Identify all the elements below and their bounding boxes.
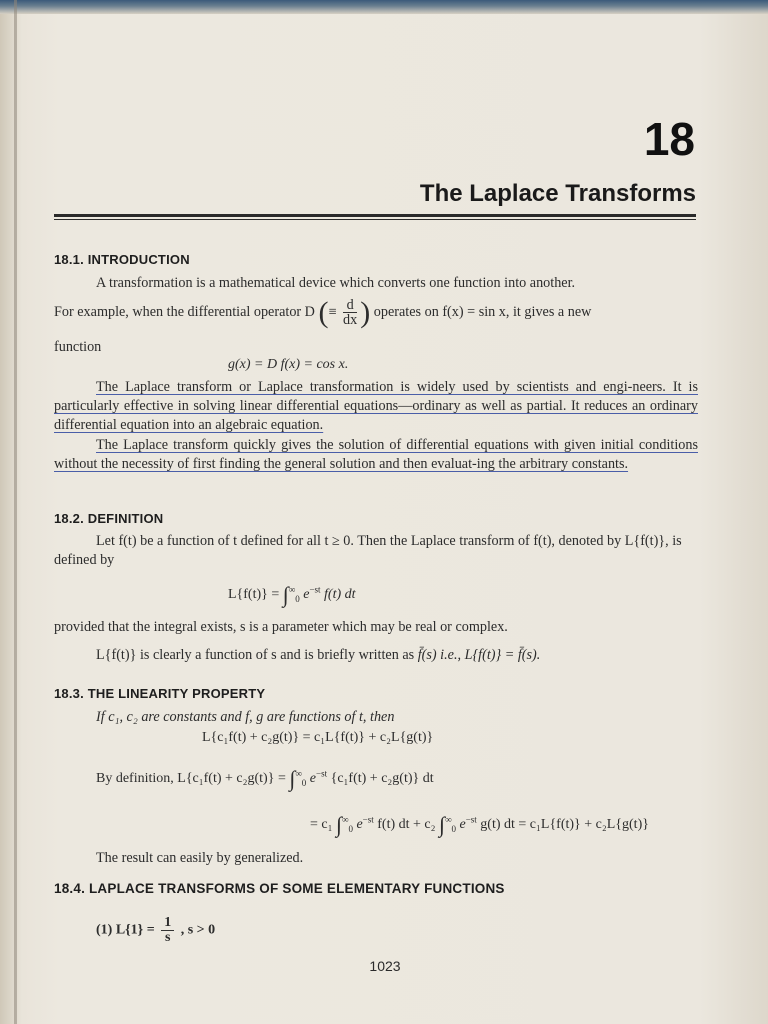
laplace-definition-equation: $L\{f(t)\} = \int^\infty_0$ $e^{-st}$ f(t) dt [228, 582, 356, 607]
book-spine-shadow [14, 0, 17, 1024]
linearity-conclusion: The result can easily by generalized. [96, 850, 304, 866]
definition-paragraph-2: provided that the integral exists, s is a parameter which may be real or complex. [54, 619, 508, 635]
definition-paragraph-3: L{f(t)} is clearly a function of s and is briefly written as f̄(s) i.e., L{f(t)} = f̄(s). [96, 647, 541, 663]
title-rule-thin [54, 219, 696, 220]
chapter-number: 18 [643, 113, 695, 165]
intro-p2-lead: For example, when the differential operator D [54, 303, 315, 320]
section-heading-elementary-functions: 18.4. LAPLACE TRANSFORMS OF SOME ELEMENTARY FUNCTIONS [54, 881, 505, 896]
intro-paragraph-1: A transformation is a mathematical device which converts one function into another. [96, 275, 576, 291]
integral-icon: ∫ [282, 582, 289, 607]
linearity-statement: If c₁, c₂ are constants and f, g are functions of t, then [96, 709, 395, 725]
intro-paragraph-2-end: function [54, 339, 102, 355]
linearity-definition-line: By definition, $L\{c_1f(t) + c_2g(t)\} = \int^\infty_0$ $e^{-st}$ {c₁f(t) + c₂g(t)} dt [96, 766, 434, 791]
equation-g-x: g(x) = D f(x) = cos x. [228, 357, 349, 372]
laplace-of-one: (1) L{1} = $\frac{1}{s}$ , s > 0 [96, 915, 216, 945]
linearity-equation: L{c₁f(t) + c₂g(t)} = c₁L{f(t)} + c₂L{g(t)} [202, 730, 434, 745]
equiv-symbol: ≡ [328, 303, 337, 320]
intro-p2-tail: operates on f(x) = sin x, it gives a new [373, 303, 592, 320]
intro-paragraph-4: The Laplace transform quickly gives the solution of differential equations with given initial conditions without the necessity of first finding the general solution and then evaluat-ing the arbitrary constants. [54, 437, 698, 472]
section-heading-linearity: 18.3. THE LINEARITY PROPERTY [54, 686, 266, 701]
page-number: 1023 [369, 958, 401, 974]
section-heading-definition: 18.2. DEFINITION [54, 511, 164, 526]
section-heading-introduction: 18.1. INTRODUCTION [54, 252, 190, 267]
intro-paragraph-2: For example, when the differential operator D (≡ $\frac{d}{dx}$ ) operates on f(x) = sin x, it gives a new [54, 296, 592, 329]
page-top-edge [0, 0, 768, 14]
intro-paragraph-3: The Laplace transform or Laplace transformation is widely used by scientists and engi-neers. It is particularly effective in solving linear differential equations—ordinary as well as partial. It reduces an ordinary differential equation into an algebraic equation. [54, 379, 698, 433]
linearity-expansion-line: = c₁ $\int^\infty_0$ $e^{-st}$ f(t) dt + c₂ $\int^\infty_0$ $e^{-st}$ g(t) dt = c₁L{f(t)} + c₂L{g(t)} [310, 812, 649, 837]
d-dx-fraction: $\frac{d}{dx}$ [343, 297, 358, 328]
chapter-title: The Laplace Transforms [419, 180, 696, 207]
definition-paragraph-1: Let f(t) be a function of t defined for all t ≥ 0. Then the Laplace transform of f(t), denoted by L{f(t)}, is defined by [54, 533, 682, 568]
title-rule-thick [54, 214, 696, 217]
